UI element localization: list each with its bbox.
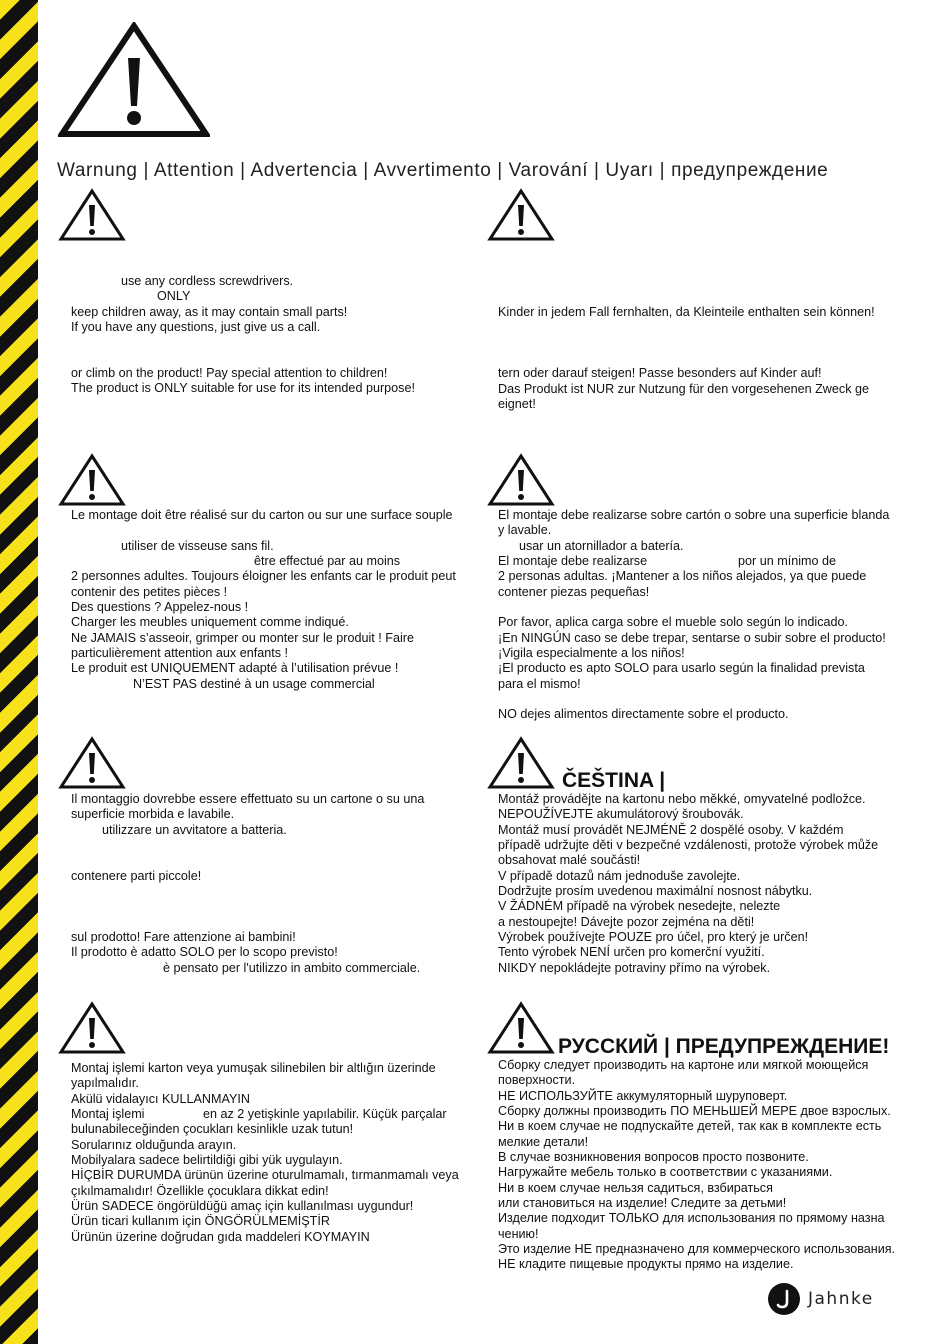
warning-triangle-icon: [487, 188, 555, 242]
text-line: V ŽÁDNÉM případě na výrobek nesedejte, nelezte: [498, 899, 781, 914]
text-line: use any cordless screwdrivers.: [121, 274, 294, 288]
text-line: NIKDY nepokládejte potraviny přímo na výrobek.: [498, 960, 771, 975]
text-line: NEPOUŽÍVEJTE akumulátorový šroubovák.: [498, 807, 744, 822]
spanish-warning-text: [498, 508, 908, 723]
german-warning-text: [498, 305, 908, 412]
text-line: a nestoupejte! Dávejte pozor zejména na děti!: [498, 914, 755, 929]
text-line: případě udržujte děti v bezpečné vzdálenosti, protože výrobek může: [498, 838, 879, 853]
text-line: Ne JAMAIS s’asseoir, grimper ou monter sur le produit ! Faire: [71, 630, 414, 645]
text-line: Сборку следует производить на картоне или мягкой моющейся: [498, 1058, 869, 1072]
text-line: El montaje debe realizarse: [498, 554, 648, 569]
text-line: ¡El producto es apto SOLO para usarlo según la finalidad prevista: [498, 661, 865, 676]
text-line: utilizzare un avvitatore a batteria.: [102, 822, 287, 837]
turkish-warning-text: [71, 1061, 471, 1245]
text-line: yapılmalıdır.: [71, 1076, 139, 1091]
text-line: particulièrement attention aux enfants !: [71, 646, 289, 661]
text-line: contenir des petites pièces !: [71, 584, 228, 599]
text-line: V případě dotazů nám jednoduše zavolejte.: [498, 868, 741, 883]
text-line: sul prodotto! Fare attenzione ai bambini!: [71, 930, 296, 945]
text-line: Das Produkt ist NUR zur Nutzung für den vorgesehenen Zweck ge: [498, 381, 869, 396]
text-line: чению!: [498, 1226, 539, 1241]
text-line: мелкие детали!: [498, 1134, 589, 1149]
text-line: El montaje debe realizarse sobre cartón o sobre una superficie blanda: [498, 508, 890, 522]
warning-triangle-icon: [58, 22, 210, 138]
warning-triangle-icon: [487, 1001, 555, 1055]
warning-triangle-icon: [58, 453, 126, 507]
hazard-stripe: [0, 0, 38, 1344]
warning-triangle-icon: [487, 453, 555, 507]
section-title-russian: РУССКИЙ | ПРЕДУПРЕЖДЕНИЕ!: [558, 1035, 890, 1058]
text-line: bulunabileceğinden çocukları kesinlikle uzak tutun!: [71, 1122, 354, 1137]
text-line: tern oder darauf steigen! Passe besonders auf Kinder auf!: [498, 366, 822, 381]
text-line: НЕ кладите пищевые продукты прямо на изделие.: [498, 1257, 794, 1272]
warning-triangle-icon: [58, 736, 126, 790]
english-warning-text: [71, 274, 471, 397]
text-line: Ürün SADECE öngörüldüğü amaç için kullanılması uygundur!: [71, 1199, 414, 1214]
italian-warning-text: [71, 792, 471, 976]
text-line-row: [71, 1107, 471, 1122]
text-line: Ни в коем случае не подпускайте детей, так как в комплекте есть: [498, 1119, 882, 1134]
french-warning-text: [71, 508, 471, 692]
text-line: eignet!: [498, 397, 536, 412]
text-line: Il prodotto è adatto SOLO per lo scopo previsto!: [71, 945, 338, 960]
text-line: 2 personas adultas. ¡Mantener a los niños alejados, ya que puede: [498, 569, 867, 584]
text-line: The product is ONLY suitable for use for its intended purpose!: [71, 381, 415, 396]
text-line: Montáž musí provádět NEJMÉNĚ 2 dospělé osoby. V každém: [498, 822, 844, 837]
text-line: Tento výrobek NENÍ určen pro komerční využití.: [498, 945, 765, 960]
logo-text: Jahnke: [808, 1289, 874, 1309]
logo-mark-icon: [768, 1283, 800, 1315]
czech-warning-text: [498, 792, 908, 976]
text-line: por un mínimo de: [738, 554, 837, 569]
text-line: Il montaggio dovrebbe essere effettuato su un cartone o su una: [71, 792, 425, 806]
text-line: être effectué par au moins: [254, 554, 401, 569]
text-line: Montaj işlemi: [71, 1107, 145, 1122]
text-line-row: [498, 554, 908, 569]
brand-logo: [768, 1283, 874, 1315]
text-line: Des questions ? Appelez-nous !: [71, 600, 249, 615]
warning-triangle-icon: [58, 188, 126, 242]
text-line: Výrobek používejte POUZE pro účel, pro který je určen!: [498, 930, 809, 945]
text-line: 2 personnes adultes. Toujours éloigner les enfants car le produit peut: [71, 569, 456, 584]
text-line: y lavable.: [498, 523, 552, 538]
text-line: Montaj işlemi karton veya yumuşak silinebilen bir altlığın üzerinde: [71, 1061, 436, 1075]
text-line: ONLY: [157, 289, 191, 304]
text-line: Akülü vidalayıcı KULLANMAYIN: [71, 1091, 250, 1106]
text-line: utiliser de visseuse sans fil.: [121, 538, 274, 553]
text-line: ¡En NINGÚN caso se debe trepar, sentarse o subir sobre el producto!: [498, 630, 886, 645]
text-line: Ни в коем случае нельзя садиться, взбираться: [498, 1180, 773, 1195]
text-line: HİÇBİR DURUMDA ürünün üzerine oturulmamalı, tırmanmamalı veya: [71, 1168, 459, 1183]
text-line: Ürün ticari kullanım için ÖNGÖRÜLMEMİŞTİR: [71, 1214, 330, 1229]
text-line: Dodržujte prosím uvedenou maximální nosnost nábytku.: [498, 884, 813, 899]
warning-triangle-icon: [58, 1001, 126, 1055]
text-line: keep children away, as it may contain small parts!: [71, 304, 348, 319]
text-line: Mobilyalara sadece belirtildiği gibi yük uygulayın.: [71, 1153, 343, 1168]
text-line: Kinder in jedem Fall fernhalten, da Kleinteile enthalten sein können!: [498, 305, 875, 319]
text-line: Сборку должны производить ПО МЕНЬШЕЙ МЕРЕ двое взрослых.: [498, 1104, 891, 1119]
text-line: or climb on the product! Pay special attention to children!: [71, 366, 388, 381]
text-line: НЕ ИСПОЛЬЗУЙТЕ аккумуляторный шуруповерт.: [498, 1088, 788, 1103]
text-line: çıkılmamalıdır! Özellikle çocuklara dikkat edin!: [71, 1183, 329, 1198]
text-line: en az 2 yetişkinle yapılabilir. Küçük parçalar: [203, 1107, 447, 1122]
text-line: N’EST PAS destiné à un usage commercial: [133, 676, 375, 691]
text-line: contener piezas pequeñas!: [498, 584, 650, 599]
text-line: contenere parti piccole!: [71, 868, 202, 883]
text-line: ¡Vigila especialmente a los niños!: [498, 646, 685, 661]
text-line: superficie morbida e lavabile.: [71, 807, 235, 822]
text-line: Por favor, aplica carga sobre el mueble solo según lo indicado.: [498, 615, 849, 630]
text-line: para el mismo!: [498, 676, 581, 691]
russian-warning-text: [498, 1058, 918, 1273]
text-line: Le montage doit être réalisé sur du carton ou sur une surface souple: [71, 508, 453, 522]
warning-triangle-icon: [487, 736, 555, 790]
section-title-czech: ČEŠTINA |: [562, 769, 666, 792]
text-line: или становиться на изделие! Следите за детьми!: [498, 1196, 787, 1211]
text-line: Это изделие НЕ предназначено для коммерческого использования.: [498, 1242, 896, 1257]
text-line: NO dejes alimentos directamente sobre el producto.: [498, 707, 789, 722]
page-title: Warnung | Attention | Advertencia | Avvertimento | Varování | Uyarı | предупреждение: [57, 160, 829, 181]
text-line: Ürünün üzerine doğrudan gıda maddeleri KOYMAYIN: [71, 1229, 370, 1244]
text-line: Изделие подходит ТОЛЬКО для использования по прямому назна: [498, 1211, 885, 1226]
text-line: Le produit est UNIQUEMENT adapté à l’utilisation prévue !: [71, 661, 399, 676]
text-line: Sorularınız olduğunda arayın.: [71, 1137, 237, 1152]
text-line: Montáž provádějte na kartonu nebo měkké, omyvatelné podložce.: [498, 792, 866, 806]
text-line: usar un atornillador a batería.: [519, 538, 684, 553]
text-line: If you have any questions, just give us a call.: [71, 320, 321, 335]
text-line: Нагружайте мебель только в соответствии с указаниями.: [498, 1165, 833, 1180]
text-line: поверхности.: [498, 1073, 576, 1088]
text-line: В случае возникновения вопросов просто позвоните.: [498, 1150, 809, 1165]
text-line: obsahovat malé součásti!: [498, 853, 641, 868]
text-line: è pensato per l'utilizzo in ambito commerciale.: [163, 960, 421, 975]
text-line: Charger les meubles uniquement comme indiqué.: [71, 615, 349, 630]
